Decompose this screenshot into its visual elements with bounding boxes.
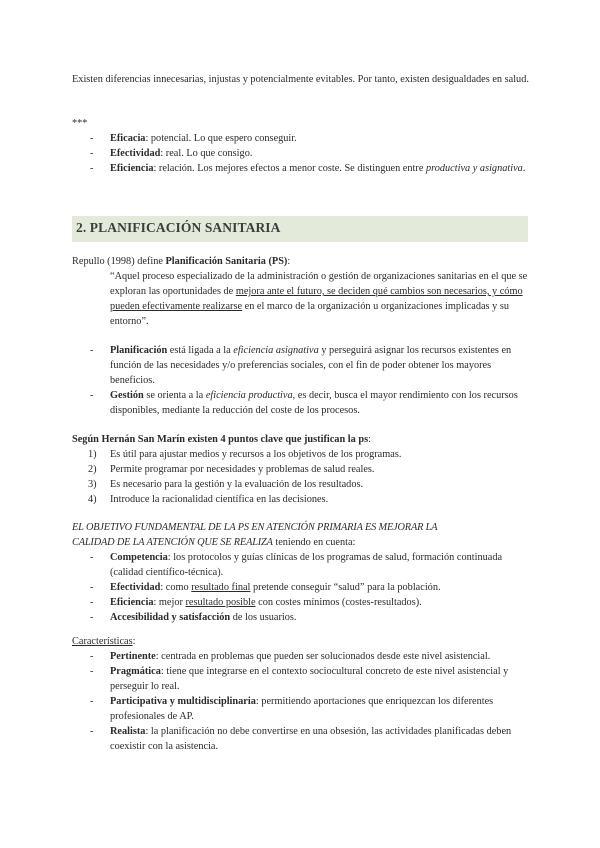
colon: : [132,636,136,647]
desc: , es decir, busca el mayor rendimiento con los recursos disponibles, mediante la reducción del coste de los procesos. [110,390,518,416]
list-item [72,610,532,625]
punct: . [522,163,526,174]
term: Eficacia [110,133,146,144]
bullet-dash: - [90,345,94,356]
term: Eficiencia [110,163,154,174]
item-number: 2) [88,464,97,475]
underlined-text: resultado final [191,582,251,593]
lead-post: : [287,256,291,267]
definition-quote [110,269,530,329]
section-heading: 2. PLANIFICACIÓN SANITARIA [72,216,528,242]
italic-text: productiva y asignativa [425,163,523,174]
desc: con costes mínimos (costes-resultados). [255,597,422,608]
bullet-dash: - [90,726,94,737]
hernan-section [72,432,532,507]
list-item [72,724,532,754]
term: Pragmática [110,666,161,677]
italic-text: eficiencia productiva [205,390,293,401]
separator [72,116,532,131]
list-item [72,477,532,492]
colon: : [368,434,371,445]
desc: : real. Lo que consigo. [160,148,253,159]
list-item [72,343,532,388]
desc: : potencial. Lo que espero conseguir. [145,133,297,144]
desc: y perseguirá asignar los recursos existentes en función de las necesidades y/o preferencias sociales, con el fin de poder obtener los mayores beneficios. [110,345,512,386]
lead-pre: Repullo (1998) define [72,256,166,267]
list-item [72,580,532,595]
bullet-dash: - [90,651,94,662]
bullet-dash: - [90,597,94,608]
term: Participativa y multidisciplinaria [110,696,256,707]
item-text: Introduce la racionalidad científica en las decisiones. [110,494,329,505]
desc: está ligada a la [167,345,234,356]
item-text: Es necesario para la gestión y la evaluación de los resultados. [110,479,364,490]
list-item [72,447,532,462]
term: Planificación [110,345,168,356]
bullet-dash: - [90,552,94,563]
caracteristicas-title: Características [72,636,133,647]
item-number: 1) [88,449,97,460]
desc: se orienta a la [143,390,206,401]
list-item [72,595,532,610]
list-item [72,664,532,694]
list-item [72,492,532,507]
desc: : permitiendo aportaciones que enriquezcan los diferentes profesionales de AP. [110,696,494,722]
term: Efectividad [110,148,161,159]
quote-part: “Aquel proceso especializado de la administración o gestión de organizaciones sanitarias en el que se exploran las oportunidades de [110,271,528,297]
list-item [72,131,532,146]
objetivo-caps-line1: EL OBJETIVO FUNDAMENTAL DE LA PS EN ATENCIÓN PRIMARIA ES MEJORAR LA [72,522,438,533]
quote-part: en el marco de la organización u organizaciones implicadas y su entorno”. [110,301,510,327]
desc: pretende conseguir “salud” para la población. [250,582,441,593]
desc: : mejor [153,597,186,608]
eficacia-list [72,131,532,176]
term: Pertinente [110,651,156,662]
desc: de los usuarios. [230,612,297,623]
underlined-text: resultado posible [185,597,256,608]
desc: : la planificación no debe convertirse en una obsesión, las actividades planificadas deben coexistir con la asistencia. [110,726,512,752]
list-item [72,146,532,161]
term: Realista [110,726,146,737]
list-item [72,694,532,724]
definition-lead [72,254,532,269]
separator-text: *** [72,118,88,129]
bullet-dash: - [90,133,94,144]
bullet-dash: - [90,612,94,623]
hernan-title: Según Hernán San Marín existen 4 puntos clave que justifican la ps [72,434,369,445]
objetivo-tail: teniendo en cuenta: [272,537,356,548]
item-text: Es útil para ajustar medios y recursos a los objetivos de los programas. [110,449,402,460]
desc: : como [160,582,192,593]
term: Eficiencia [110,597,154,608]
plan-gestion-list [72,343,532,418]
intro-paragraph [72,72,532,87]
bullet-dash: - [90,148,94,159]
objetivo-section [72,520,532,625]
list-item [72,462,532,477]
lead-bold: Planificación Sanitaria (PS) [165,256,288,267]
bullet-dash: - [90,163,94,174]
item-number: 4) [88,494,97,505]
term: Efectividad [110,582,161,593]
bullet-dash: - [90,390,94,401]
desc: : centrada en problemas que pueden ser solucionados desde este nivel asistencial. [155,651,491,662]
term: Accesibilidad y satisfacción [110,612,231,623]
hernan-title-line [72,432,532,447]
bullet-dash: - [90,582,94,593]
objetivo-caps-line2: CALIDAD DE LA ATENCIÓN QUE SE REALIZA [72,537,273,548]
bullet-dash: - [90,696,94,707]
intro-text: Existen diferencias innecesarias, injustas y potencialmente evitables. Por tanto, existen desigualdades en salud. [72,74,529,85]
list-item [72,388,532,418]
item-number: 3) [88,479,97,490]
quote-underlined: mejora ante el futuro, se deciden qué cambios son necesarios, y cómo pueden efectivamente realizarse [110,286,523,312]
list-item [72,649,532,664]
list-item [72,550,532,580]
caracteristicas-section [72,634,532,754]
desc: : tiene que integrarse en el contexto sociocultural concreto de este nivel asistencial y perseguir lo real. [110,666,509,692]
italic-text: eficiencia asignativa [233,345,319,356]
term: Competencia [110,552,168,563]
desc: : relación. Los mejores efectos a menor coste. Se distinguen entre [153,163,426,174]
item-text: Permite programar por necesidades y problemas de salud reales. [110,464,375,475]
bullet-dash: - [90,666,94,677]
term: Gestión [110,390,144,401]
list-item [72,161,532,176]
desc: : los protocolos y guías clínicas de los programas de salud, formación continuada (calidad científico-técnica). [110,552,503,578]
